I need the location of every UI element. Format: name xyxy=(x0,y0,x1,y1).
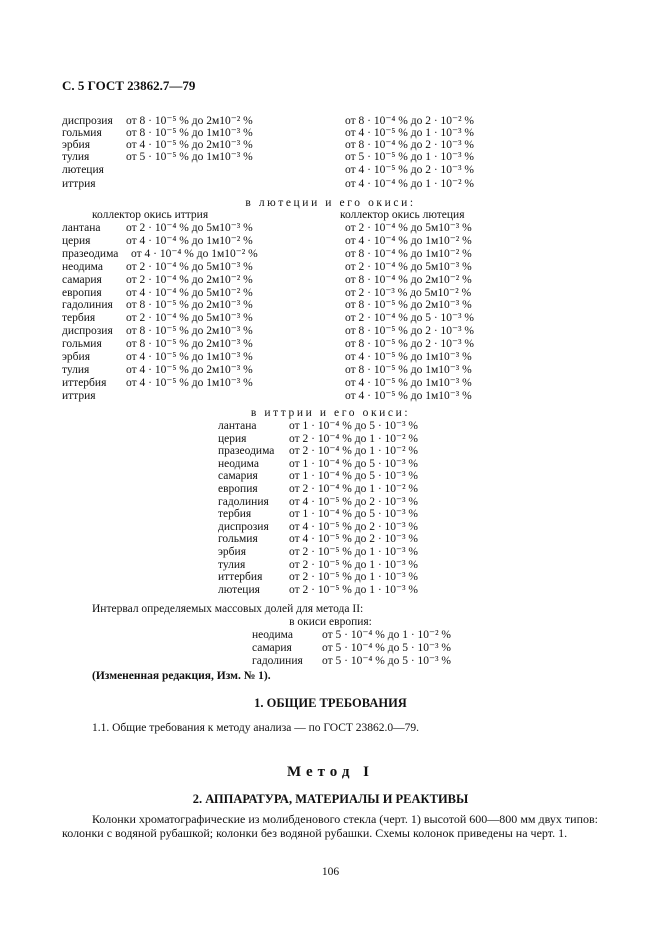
range-lutetia-collector: от 8 · 10⁻⁵ % до 2 · 10⁻³ % xyxy=(345,338,475,350)
range-yttria-collector: от 8 · 10⁻⁵ % до 2м10⁻³ % xyxy=(126,325,253,337)
lutetium-heading: в лютеции и его окиси: xyxy=(245,197,416,209)
range-right: от 8 · 10⁻⁴ % до 2 · 10⁻² % xyxy=(345,115,475,127)
range-yttria-collector: от 8 · 10⁻⁵ % до 2м10⁻³ % xyxy=(126,299,253,311)
range-lutetia-collector: от 8 · 10⁻⁴ % до 1м10⁻² % xyxy=(345,248,472,260)
range-lutetia-collector: от 8 · 10⁻⁵ % до 2 · 10⁻³ % xyxy=(345,325,475,337)
element-name: иттрия xyxy=(62,178,96,190)
range-lutetia-collector: от 4 · 10⁻⁵ % до 1м10⁻³ % xyxy=(345,377,472,389)
range-lutetia-collector: от 4 · 10⁻⁴ % до 1м10⁻² % xyxy=(345,235,472,247)
element-name: гадолиния xyxy=(252,655,303,667)
range-value: от 1 · 10⁻⁴ % до 5 · 10⁻³ % xyxy=(289,470,419,482)
range-right: от 5 · 10⁻⁵ % до 1 · 10⁻³ % xyxy=(345,151,475,163)
range-lutetia-collector: от 2 · 10⁻³ % до 5м10⁻² % xyxy=(345,287,472,299)
range-value: от 4 · 10⁻⁵ % до 2 · 10⁻³ % xyxy=(289,521,419,533)
element-name: церия xyxy=(218,433,247,445)
range-value: от 2 · 10⁻⁴ % до 1 · 10⁻² % xyxy=(289,433,419,445)
range-left: от 4 · 10⁻⁵ % до 2м10⁻³ % xyxy=(126,139,253,151)
element-name: церия xyxy=(62,235,91,247)
element-name: лантана xyxy=(218,420,257,432)
method2-intro: Интервал определяемых массовых долей для метода II: xyxy=(92,603,364,615)
range-value: от 2 · 10⁻⁵ % до 1 · 10⁻³ % xyxy=(289,546,419,558)
element-name: тулия xyxy=(218,559,246,571)
range-lutetia-collector: от 2 · 10⁻⁴ % до 5м10⁻³ % xyxy=(345,222,472,234)
section1-text: 1.1. Общие требования к методу анализа — по ГОСТ 23862.0—79. xyxy=(92,722,420,734)
range-value: от 1 · 10⁻⁴ % до 5 · 10⁻³ % xyxy=(289,508,419,520)
element-name: лютеция xyxy=(62,164,104,176)
element-name: эрбия xyxy=(62,139,90,151)
element-name: гольмия xyxy=(62,127,102,139)
lutetium-col-right-title: коллектор окись лютеция xyxy=(340,209,465,221)
element-name: диспрозия xyxy=(62,115,113,127)
range-value: от 2 · 10⁻⁴ % до 1 · 10⁻² % xyxy=(289,445,419,457)
element-name: гольмия xyxy=(62,338,102,350)
element-name: гадолиния xyxy=(62,299,113,311)
range-value: от 2 · 10⁻⁴ % до 1 · 10⁻² % xyxy=(289,483,419,495)
section2-text: Колонки хроматографические из молибденового стекла (черт. 1) высотой 600—800 мм двух типов: колонки с водяной рубашкой; колонки без водяной рубашки. Схемы колонок приведены на черт. 1. xyxy=(62,812,598,840)
element-name: лютеция xyxy=(218,584,260,596)
range-value: от 1 · 10⁻⁴ % до 5 · 10⁻³ % xyxy=(289,458,419,470)
method-title: Метод I xyxy=(286,764,375,780)
element-name: тулия xyxy=(62,151,90,163)
element-name: европия xyxy=(62,287,102,299)
range-value: от 5 · 10⁻⁴ % до 5 · 10⁻³ % xyxy=(322,642,452,654)
range-value: от 5 · 10⁻⁴ % до 1 · 10⁻² % xyxy=(322,629,452,641)
element-name: самария xyxy=(252,642,292,654)
amendment-note: (Измененная редакция, Изм. № 1). xyxy=(92,670,271,682)
range-right: от 4 · 10⁻⁵ % до 2 · 10⁻³ % xyxy=(345,164,475,176)
element-name: европия xyxy=(218,483,258,495)
method2-subheading: в окиси европия: xyxy=(289,616,372,628)
range-left: от 5 · 10⁻⁵ % до 1м10⁻³ % xyxy=(126,151,253,163)
section1-title: 1. ОБЩИЕ ТРЕБОВАНИЯ xyxy=(254,696,407,710)
element-name: тербия xyxy=(218,508,252,520)
page-number: 106 xyxy=(321,866,340,878)
range-lutetia-collector: от 8 · 10⁻⁴ % до 2м10⁻² % xyxy=(345,274,472,286)
range-yttria-collector: от 2 · 10⁻⁴ % до 5м10⁻³ % xyxy=(126,312,253,324)
range-lutetia-collector: от 8 · 10⁻⁵ % до 1м10⁻³ % xyxy=(345,364,472,376)
element-name: лантана xyxy=(62,222,101,234)
range-yttria-collector: от 4 · 10⁻⁵ % до 1м10⁻³ % xyxy=(126,351,253,363)
range-yttria-collector: от 4 · 10⁻⁵ % до 1м10⁻³ % xyxy=(126,377,253,389)
range-yttria-collector: от 4 · 10⁻⁴ % до 1м10⁻² % xyxy=(131,248,258,260)
range-value: от 2 · 10⁻⁵ % до 1 · 10⁻³ % xyxy=(289,584,419,596)
element-name: эрбия xyxy=(62,351,90,363)
page-header: С. 5 ГОСТ 23862.7—79 xyxy=(62,78,196,93)
section2-title: 2. АППАРАТУРА, МАТЕРИАЛЫ И РЕАКТИВЫ xyxy=(192,792,469,806)
yttrium-heading: в иттрии и его окиси: xyxy=(250,407,411,419)
range-value: от 2 · 10⁻⁵ % до 1 · 10⁻³ % xyxy=(289,571,419,583)
element-name: гольмия xyxy=(218,533,258,545)
range-lutetia-collector: от 2 · 10⁻⁴ % до 5м10⁻³ % xyxy=(345,261,472,273)
range-yttria-collector: от 2 · 10⁻⁴ % до 5м10⁻³ % xyxy=(126,222,253,234)
range-lutetia-collector: от 2 · 10⁻⁴ % до 5 · 10⁻³ % xyxy=(345,312,475,324)
element-name: празеодима xyxy=(62,248,119,260)
range-left: от 8 · 10⁻⁵ % до 2м10⁻² % xyxy=(126,115,253,127)
range-lutetia-collector: от 4 · 10⁻⁵ % до 1м10⁻³ % xyxy=(345,351,472,363)
range-lutetia-collector: от 4 · 10⁻⁵ % до 1м10⁻³ % xyxy=(345,390,472,402)
range-yttria-collector: от 4 · 10⁻⁴ % до 5м10⁻² % xyxy=(126,287,253,299)
range-right: от 8 · 10⁻⁴ % до 2 · 10⁻³ % xyxy=(345,139,475,151)
range-lutetia-collector: от 8 · 10⁻⁵ % до 2м10⁻³ % xyxy=(345,299,472,311)
element-name: эрбия xyxy=(218,546,246,558)
range-yttria-collector: от 2 · 10⁻⁴ % до 2м10⁻² % xyxy=(126,274,253,286)
range-value: от 4 · 10⁻⁵ % до 2 · 10⁻³ % xyxy=(289,533,419,545)
range-yttria-collector: от 4 · 10⁻⁵ % до 2м10⁻³ % xyxy=(126,364,253,376)
element-name: тулия xyxy=(62,364,90,376)
range-yttria-collector: от 8 · 10⁻⁵ % до 2м10⁻³ % xyxy=(126,338,253,350)
range-right: от 4 · 10⁻⁵ % до 1 · 10⁻³ % xyxy=(345,127,475,139)
range-value: от 1 · 10⁻⁴ % до 5 · 10⁻³ % xyxy=(289,420,419,432)
range-yttria-collector: от 4 · 10⁻⁴ % до 1м10⁻² % xyxy=(126,235,253,247)
range-left: от 8 · 10⁻⁵ % до 1м10⁻³ % xyxy=(126,127,253,139)
lutetium-col-left-title: коллектор окись иттрия xyxy=(92,209,209,221)
element-name: диспрозия xyxy=(218,521,269,533)
element-name: тербия xyxy=(62,312,96,324)
element-name: самария xyxy=(62,274,102,286)
range-value: от 4 · 10⁻⁵ % до 2 · 10⁻³ % xyxy=(289,496,419,508)
element-name: диспрозия xyxy=(62,325,113,337)
element-name: гадолиния xyxy=(218,496,269,508)
element-name: неодима xyxy=(62,261,103,273)
range-yttria-collector: от 2 · 10⁻⁴ % до 5м10⁻³ % xyxy=(126,261,253,273)
element-name: иттрия xyxy=(62,390,96,402)
range-right: от 4 · 10⁻⁴ % до 1 · 10⁻² % xyxy=(345,178,475,190)
element-name: неодима xyxy=(218,458,259,470)
range-value: от 2 · 10⁻⁵ % до 1 · 10⁻³ % xyxy=(289,559,419,571)
element-name: самария xyxy=(218,470,258,482)
element-name: иттербия xyxy=(218,571,263,583)
element-name: иттербия xyxy=(62,377,107,389)
range-value: от 5 · 10⁻⁴ % до 5 · 10⁻³ % xyxy=(322,655,452,667)
element-name: неодима xyxy=(252,629,293,641)
element-name: празеодима xyxy=(218,445,275,457)
